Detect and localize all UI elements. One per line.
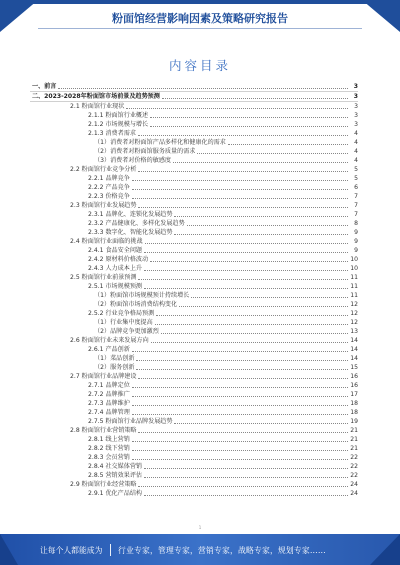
toc-entry-label: 一、前言: [32, 83, 57, 90]
toc-entry[interactable]: [30, 390, 358, 399]
toc-entry-page: 13: [350, 328, 358, 335]
toc-entry-label: 2.7.1 品牌定位: [88, 382, 130, 389]
toc-entry-label: （1）行业集中度提高: [94, 319, 153, 326]
toc-entry-label: 2.5.1 市场规模预测: [88, 283, 143, 290]
toc-leader-dots: [151, 336, 348, 343]
toc-leader-dots: [228, 138, 348, 145]
table-of-contents: [30, 82, 358, 498]
toc-entry-page: 21: [350, 445, 358, 452]
toc-entry-page: 21: [350, 427, 358, 434]
toc-leader-dots: [132, 174, 348, 181]
toc-entry-page: 12: [350, 310, 358, 317]
toc-entry[interactable]: [30, 156, 358, 165]
toc-entry-label: 2.1.1 粉面馆行业概述: [88, 112, 149, 119]
toc-leader-dots: [144, 264, 348, 271]
toc-entry[interactable]: [30, 471, 358, 480]
toc-entry-label: 2.7.2 品牌推广: [88, 391, 130, 398]
toc-leader-dots: [150, 255, 348, 262]
toc-entry-label: 2.8.1 线上营销: [88, 436, 130, 443]
footer-corner-left: [0, 534, 18, 565]
toc-leader-dots: [132, 408, 348, 415]
toc-leader-dots: [150, 120, 348, 127]
toc-entry[interactable]: [30, 426, 358, 435]
toc-entry-page: 12: [350, 301, 358, 308]
toc-entry[interactable]: [30, 246, 358, 255]
toc-entry[interactable]: [30, 336, 358, 345]
toc-entry-label: 二、2023-2028年粉面馆市场前景及趋势预测: [32, 93, 160, 100]
toc-entry[interactable]: [30, 201, 358, 210]
footer-corner-right: [370, 534, 400, 565]
toc-entry-page: 10: [350, 256, 358, 263]
toc-entry-label: 2.5 粉面馆行业前景预测: [70, 274, 137, 281]
toc-leader-dots: [132, 435, 348, 442]
toc-entry[interactable]: [30, 489, 358, 498]
toc-entry-page: 5: [354, 166, 358, 173]
toc-entry-page: 16: [350, 382, 358, 389]
toc-title: 内容目录: [168, 58, 231, 73]
toc-entry[interactable]: [30, 462, 358, 471]
toc-entry[interactable]: [30, 102, 358, 111]
toc-leader-dots: [174, 228, 348, 235]
toc-entry-label: 2.3 粉面馆行业发展趋势: [70, 202, 137, 209]
toc-entry[interactable]: [30, 444, 358, 453]
toc-entry-page: 9: [354, 247, 358, 254]
toc-leader-dots: [138, 129, 348, 136]
toc-entry-page: 22: [350, 454, 358, 461]
toc-entry[interactable]: [30, 92, 358, 102]
toc-entry-page: 24: [350, 481, 358, 488]
toc-entry-page: 24: [350, 490, 358, 497]
toc-entry-label: 2.2.1 品牌竞争: [88, 175, 130, 182]
toc-entry-label: 2.1.3 消费者需求: [88, 130, 136, 137]
toc-entry-label: 2.9 粉面馆行业经营策略: [70, 481, 137, 488]
toc-entry[interactable]: [30, 273, 358, 282]
toc-entry-label: （1）消费者对粉面馆产品多样化和健康化的需求: [94, 139, 226, 146]
toc-entry-label: 2.4 粉面馆行业面临的挑战: [70, 238, 143, 245]
toc-entry[interactable]: [30, 345, 358, 354]
toc-leader-dots: [155, 318, 348, 325]
toc-entry-label: 2.8.4 社交媒体营销: [88, 463, 143, 470]
header-top-bar: [0, 0, 400, 4]
toc-entry-page: 9: [354, 238, 358, 245]
toc-leader-dots: [132, 381, 348, 388]
toc-entry[interactable]: [30, 399, 358, 408]
toc-entry-page: 3: [353, 93, 358, 100]
toc-leader-dots: [132, 183, 348, 190]
toc-entry-page: 11: [350, 283, 358, 290]
toc-entry[interactable]: [30, 327, 358, 336]
toc-leader-dots: [179, 300, 348, 307]
footer-slogan-left: 让每个人都能成为: [40, 546, 103, 555]
toc-entry-label: （2）服务创新: [94, 364, 135, 371]
toc-entry-label: （2）消费者对粉面馆服务质量的需求: [94, 148, 196, 155]
toc-entry-page: 12: [350, 319, 358, 326]
toc-leader-dots: [132, 345, 348, 352]
toc-entry-page: 21: [350, 436, 358, 443]
toc-entry-label: 2.3.3 数字化、智能化发展趋势: [88, 229, 173, 236]
toc-entry-page: 17: [350, 391, 358, 398]
toc-entry-page: 11: [350, 292, 358, 299]
toc-entry-label: （3）消费者对价格的敏感度: [94, 157, 172, 164]
toc-entry-label: 2.2 粉面馆行业竞争分析: [70, 166, 137, 173]
toc-entry[interactable]: [30, 219, 358, 228]
footer-separator: [110, 544, 111, 556]
toc-entry[interactable]: [30, 408, 358, 417]
toc-entry-label: （1）粉面馆市场规模预计持续增长: [94, 292, 190, 299]
toc-entry-label: 2.9.1 优化产品结构: [88, 490, 143, 497]
toc-entry[interactable]: [30, 129, 358, 138]
toc-entry[interactable]: [30, 192, 358, 201]
toc-entry-page: 19: [350, 418, 358, 425]
toc-entry-label: （1）菜品创新: [94, 355, 135, 362]
toc-entry[interactable]: [30, 264, 358, 273]
toc-entry[interactable]: [30, 309, 358, 318]
toc-entry-page: 14: [350, 355, 358, 362]
toc-leader-dots: [132, 399, 348, 406]
toc-leader-dots: [126, 102, 348, 109]
toc-entry[interactable]: [30, 354, 358, 363]
toc-entry-label: 2.8.2 线下营销: [88, 445, 130, 452]
toc-entry[interactable]: [30, 318, 358, 327]
toc-entry-page: 16: [350, 373, 358, 380]
toc-entry[interactable]: [30, 291, 358, 300]
toc-leader-dots: [150, 111, 348, 118]
toc-entry-page: 4: [354, 130, 358, 137]
toc-leader-dots: [144, 246, 348, 253]
toc-entry-page: 11: [350, 274, 358, 281]
toc-entry-page: 8: [354, 220, 358, 227]
toc-entry-label: 2.8.3 会员营销: [88, 454, 130, 461]
toc-entry-label: 2.4.3 人力成本上升: [88, 265, 143, 272]
toc-entry-label: （2）粉面馆市场消费结构变化: [94, 301, 178, 308]
toc-leader-dots: [138, 165, 348, 172]
toc-entry-label: 2.7.4 品牌管理: [88, 409, 130, 416]
toc-leader-dots: [144, 489, 348, 496]
toc-entry-label: 2.6 粉面馆行业未来发展方向: [70, 337, 149, 344]
header-divider: [38, 28, 362, 29]
toc-entry-label: 2.4.1 食品安全问题: [88, 247, 143, 254]
toc-entry-page: 7: [354, 202, 358, 209]
toc-entry[interactable]: [30, 453, 358, 462]
toc-entry-label: 2.1 粉面馆行业现状: [70, 103, 125, 110]
toc-entry-label: 2.5.2 行业竞争格局预测: [88, 310, 155, 317]
toc-entry-label: 2.8.5 营销效果评估: [88, 472, 143, 479]
toc-entry-label: 2.2.3 价格竞争: [88, 193, 130, 200]
toc-entry-page: 4: [354, 139, 358, 146]
toc-leader-dots: [161, 327, 348, 334]
toc-entry-label: 2.3.2 产品健康化、多样化发展趋势: [88, 220, 185, 227]
toc-entry-label: 2.1.2 市场规模与增长: [88, 121, 149, 128]
toc-leader-dots: [144, 471, 348, 478]
toc-entry[interactable]: [30, 300, 358, 309]
toc-entry-page: 3: [354, 112, 358, 119]
page-footer: [0, 534, 400, 565]
toc-leader-dots: [191, 291, 348, 298]
toc-entry-label: 2.6.1 产品创新: [88, 346, 130, 353]
toc-entry-page: 9: [354, 229, 358, 236]
toc-leader-dots: [136, 354, 348, 361]
toc-leader-dots: [136, 363, 348, 370]
toc-leader-dots: [145, 237, 348, 244]
toc-entry-page: 7: [354, 211, 358, 218]
toc-leader-dots: [138, 480, 348, 487]
toc-entry-label: 2.7.5 粉面馆行业品牌发展趋势: [88, 418, 173, 425]
toc-entry-page: 6: [354, 184, 358, 191]
toc-entry[interactable]: [30, 381, 358, 390]
toc-entry-page: 18: [350, 409, 358, 416]
toc-entry[interactable]: [30, 183, 358, 192]
toc-leader-dots: [132, 192, 348, 199]
toc-entry-label: 2.7.3 品牌维护: [88, 400, 130, 407]
toc-entry[interactable]: [30, 120, 358, 129]
toc-entry-label: 2.3.1 品牌化、连锁化发展趋势: [88, 211, 173, 218]
toc-entry[interactable]: [30, 210, 358, 219]
page-number: 1: [198, 525, 202, 530]
toc-leader-dots: [173, 156, 348, 163]
toc-entry-page: 18: [350, 400, 358, 407]
toc-leader-dots: [144, 282, 348, 289]
toc-leader-dots: [58, 82, 348, 89]
toc-entry-page: 3: [354, 121, 358, 128]
toc-leader-dots: [156, 309, 348, 316]
toc-entry-page: 22: [350, 472, 358, 479]
toc-entry[interactable]: [30, 237, 358, 246]
toc-entry[interactable]: [30, 228, 358, 237]
toc-entry-page: 4: [354, 148, 358, 155]
toc-entry-page: 14: [350, 346, 358, 353]
toc-entry[interactable]: [30, 111, 358, 120]
toc-entry[interactable]: [30, 363, 358, 372]
toc-entry-page: 10: [350, 265, 358, 272]
toc-entry[interactable]: [30, 138, 358, 147]
toc-entry[interactable]: [30, 174, 358, 183]
toc-entry[interactable]: [30, 82, 358, 92]
toc-leader-dots: [138, 201, 348, 208]
toc-entry-page: 15: [350, 364, 358, 371]
footer-slogan-right: 行业专家，管理专家，营销专家，战略专家，规划专家……: [118, 546, 326, 555]
toc-entry[interactable]: [30, 480, 358, 489]
page-header: [0, 0, 400, 40]
toc-entry-label: 2.2.2 产品竞争: [88, 184, 130, 191]
toc-entry-page: 14: [350, 337, 358, 344]
toc-leader-dots: [162, 92, 348, 99]
toc-entry-page: 5: [354, 175, 358, 182]
toc-entry-page: 22: [350, 463, 358, 470]
toc-leader-dots: [144, 462, 348, 469]
toc-entry[interactable]: [30, 147, 358, 156]
toc-entry[interactable]: [30, 282, 358, 291]
toc-entry[interactable]: [30, 372, 358, 381]
toc-entry[interactable]: [30, 165, 358, 174]
toc-leader-dots: [138, 426, 348, 433]
toc-leader-dots: [197, 147, 348, 154]
toc-leader-dots: [132, 444, 348, 451]
toc-entry-label: 2.8 粉面馆行业营销策略: [70, 427, 137, 434]
toc-leader-dots: [174, 210, 348, 217]
toc-leader-dots: [132, 390, 348, 397]
toc-entry-label: 2.4.2 原材料价格波动: [88, 256, 149, 263]
toc-leader-dots: [132, 453, 348, 460]
toc-entry-page: 3: [354, 103, 358, 110]
toc-entry-page: 3: [353, 83, 358, 90]
toc-entry-page: 7: [354, 193, 358, 200]
toc-entry[interactable]: [30, 417, 358, 426]
toc-entry-label: 2.7 粉面馆行业品牌建设: [70, 373, 137, 380]
toc-leader-dots: [187, 219, 348, 226]
toc-entry-page: 4: [354, 157, 358, 164]
toc-leader-dots: [138, 273, 348, 280]
toc-entry-label: （2）品牌竞争更加激烈: [94, 328, 159, 335]
toc-leader-dots: [138, 372, 348, 379]
toc-entry[interactable]: [30, 435, 358, 444]
report-title: 粉面馆经营影响因素及策略研究报告: [112, 12, 288, 25]
toc-leader-dots: [174, 417, 348, 424]
toc-entry[interactable]: [30, 255, 358, 264]
